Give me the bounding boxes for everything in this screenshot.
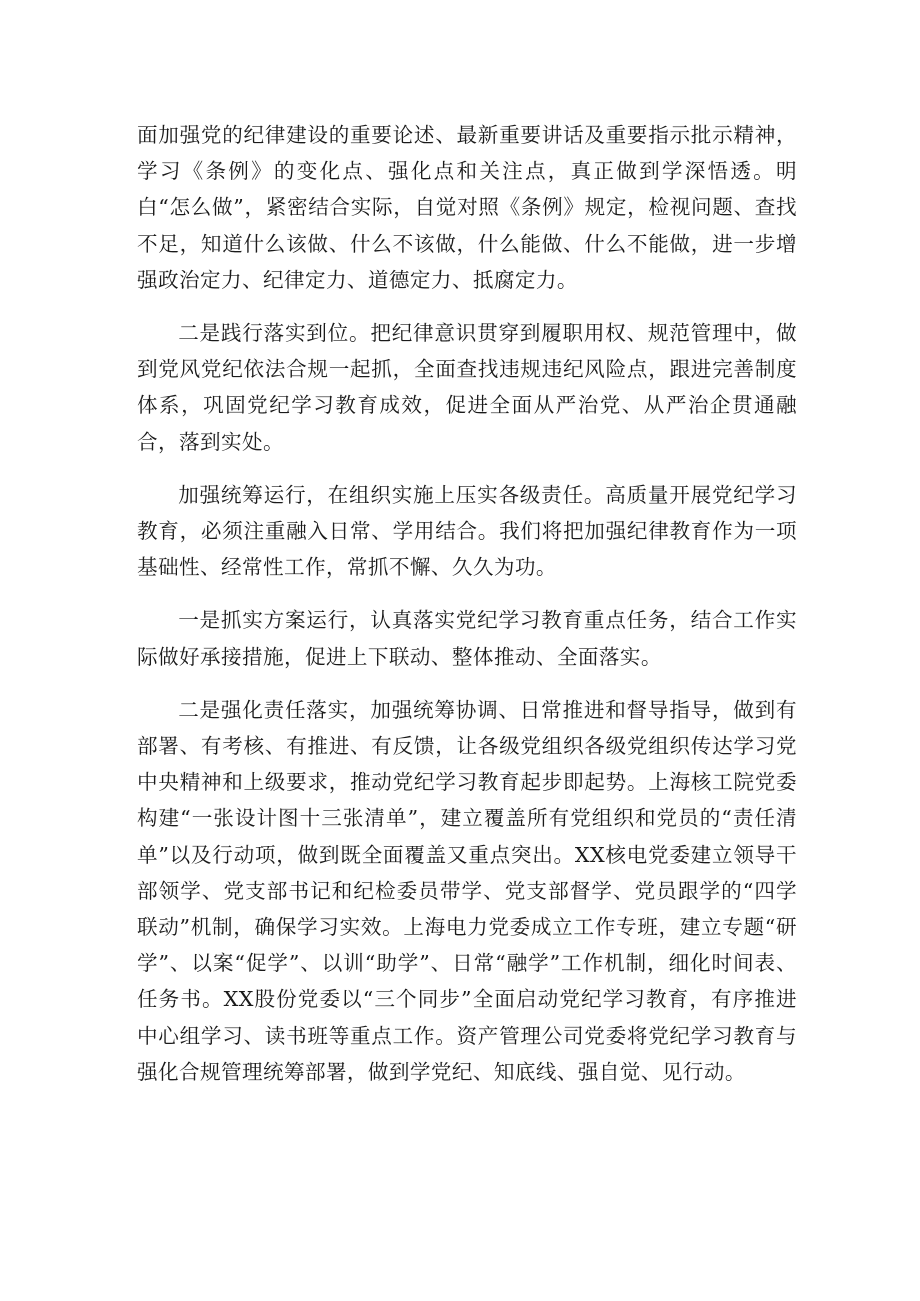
paragraph-strengthen-coordination: 加强统筹运行，在组织实施上压实各级责任。高质量开展党纪学习教育，必须注重融入日常、学用结合。我们将把加强纪律教育作为一项基础性、经常性工作，常抓不懈、久久为功。 [137, 482, 797, 580]
paragraph-practice-in-place: 二是践行落实到位。把纪律意识贯穿到履职用权、规范管理中，做到党风党纪依法合规一起抓，全面查找违规违纪风险点，跟进完善制度体系，巩固党纪学习教育成效，促进全面从严治党、从严治企贯通融合，落到实处。 [137, 321, 797, 454]
paragraph-implement-plan: 一是抓实方案运行，认真落实党纪学习教育重点任务，结合工作实际做好承接措施，促进上下联动、整体推动、全面落实。 [137, 608, 797, 669]
paragraph-continuation: 面加强党的纪律建设的重要论述、最新重要讲话及重要指示批示精神，学习《条例》的变化点、强化点和关注点，真正做到学深悟透。明白“怎么做”，紧密结合实际，自觉对照《条例》规定，检视问题、查找不足，知道什么该做、什么不该做，什么能做、什么不能做，进一步增强政治定力、纪律定力、道德定力、抵腐定力。 [137, 123, 797, 292]
document-body [137, 117, 797, 1107]
paragraph-strengthen-responsibility: 二是强化责任落实，加强统筹协调、日常推进和督导指导，做到有部署、有考核、有推进、有反馈，让各级党组织各级党组织传达学习党中央精神和上级要求，推动党纪学习教育起步即起势。上海核工院党委构建“一张设计图十三张清单”，建立覆盖所有党组织和党员的“责任清单”以及行动项，做到既全面覆盖又重点突出。XX核电党委建立领导干部领学、党支部书记和纪检委员带学、党支部督学、党员跟学的“四学联动”机制，确保学习实效。上海电力党委成立工作专班，建立专题“研学”、以案“促学”、以训“助学”、日常“融学”工作机制，细化时间表、任务书。XX股份党委以“三个同步”全面启动党纪学习教育，有序推进中心组学习、读书班等重点工作。资产管理公司党委将党纪学习教育与强化合规管理统筹部署，做到学党纪、知底线、强自觉、见行动。 [137, 697, 797, 1084]
